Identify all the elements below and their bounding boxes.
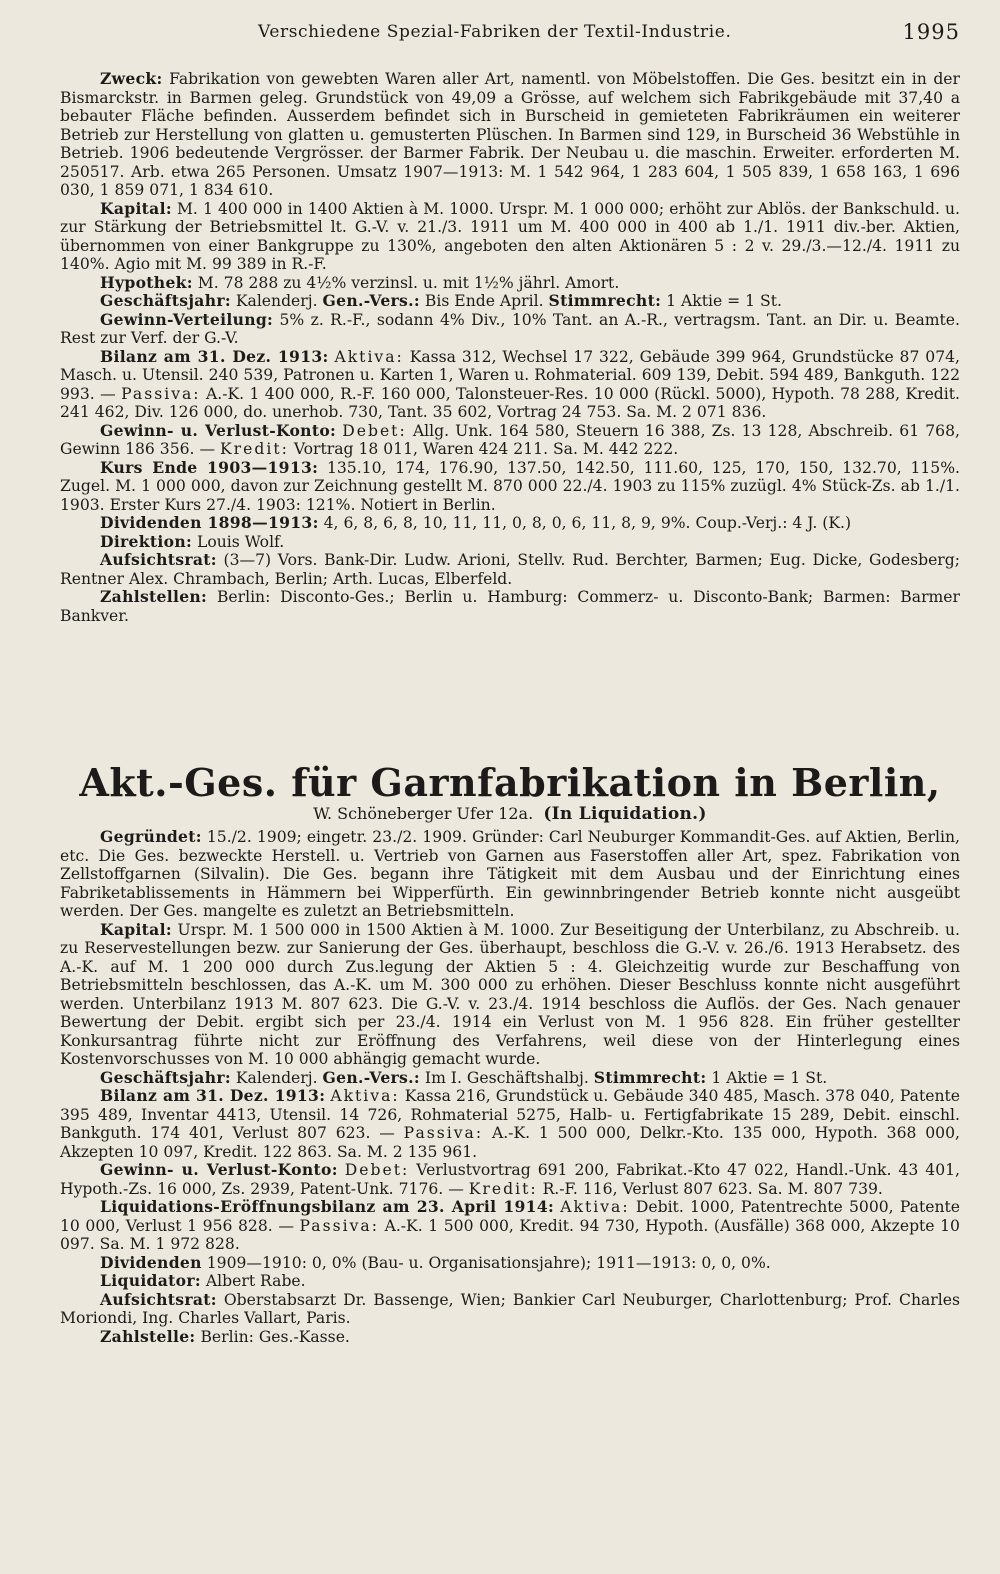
- bilanz-label: Bilanz am 31. Dez. 1913:: [100, 346, 329, 366]
- gewinnverteilung-label: Gewinn-Verteilung:: [100, 309, 274, 329]
- debet-label: Debet:: [342, 421, 407, 440]
- aufsichtsrat-text: (3—7) Vors. Bank-Dir. Ludw. Arioni, Stellv. Rud. Berchter, Barmen; Eug. Dicke, Godesberg; Rentner Alex. Chrambach, Berlin; Arth. Lucas, Elberfeld.: [60, 551, 960, 588]
- aufsichtsrat-label: Aufsichtsrat:: [100, 550, 217, 569]
- geschaeftsjahr-text: Kalenderj.: [235, 292, 318, 310]
- bilanz-passiva: A.-K. 1 400 000, R.-F. 160 000, Talonsteuer-Res. 10 000 (Rückl. 5000), Hypoth. 78 288, Kredit. 241 462, Div. 126 000, do. unerhob. 730, Tant. 35 602, Vortrag 24 753. Sa. M. 2 071 836.: [60, 384, 960, 421]
- stimmrecht-text: 1 Aktie = 1 St.: [666, 292, 782, 310]
- kapital-paragraph: [60, 921, 960, 1069]
- debet-label: Debet:: [344, 1161, 410, 1179]
- liq-aktiva-label: Aktiva:: [560, 1198, 630, 1216]
- genvers-text: Im I. Geschäftshalbj.: [424, 1068, 589, 1087]
- geschaeftsjahr-text: Kalenderj.: [235, 1068, 318, 1087]
- kapital-label: Kapital:: [100, 919, 172, 939]
- running-head: [60, 18, 960, 48]
- hypothek-label: Hypothek:: [100, 272, 193, 292]
- zahlstellen-paragraph: [60, 588, 960, 625]
- zweck-paragraph: [60, 70, 960, 200]
- hypothek-paragraph: [60, 274, 960, 293]
- liq-passiva-label: Passiva:: [299, 1216, 379, 1235]
- dividenden-text: 1909—1910: 0, 0% (Bau- u. Organisationsjahre); 1911—1913: 0, 0, 0%.: [206, 1253, 771, 1272]
- kapital-paragraph: [60, 200, 960, 274]
- zahlstelle-paragraph: [60, 1328, 960, 1347]
- running-title: Verschiedene Spezial-Fabriken der Textil-Industrie.: [258, 22, 732, 42]
- dividenden-paragraph: [60, 1254, 960, 1273]
- bilanz-paragraph: [60, 348, 960, 422]
- liquidator-label: Liquidator:: [100, 1271, 201, 1290]
- dividenden-paragraph: [60, 514, 960, 533]
- kredit-label: Kredit:: [468, 1179, 538, 1198]
- aufsichtsrat-paragraph: [60, 551, 960, 588]
- stimmrecht-label: Stimmrecht:: [593, 1067, 707, 1087]
- guv-debet: Allg. Unk. 164 580, Steuern 16 388, Zs. 13 128, Abschreib. 61 768, Gewinn 186 356. —: [60, 421, 960, 458]
- section-previous-company: [60, 70, 960, 625]
- zweck-label: Zweck:: [100, 69, 163, 88]
- kurs-label: Kurs Ende 1903—1913:: [100, 457, 319, 477]
- guv-kredit: Vortrag 18 011, Waren 424 211. Sa. M. 442 222.: [293, 440, 679, 458]
- aktiva-label: Aktiva:: [334, 347, 404, 366]
- bilanz-aktiva: Kassa 216, Grundstück u. Gebäude 340 485, Masch. 378 040, Patente 395 489, Inventar 4413, Utensil. 14 726, Rohmaterial 5275, Halb- u. Fertigfabrikate 15 289, Debit. einschl. Bankguth. 174 401, Verlust 807 623. —: [60, 1087, 960, 1142]
- kapital-text: M. 1 400 000 in 1400 Aktien à M. 1000. Urspr. M. 1 000 000; erhöht zur Ablös. der Bankschuld. u. zur Stärkung der Betriebsmittel lt. G.-V. v. 21./3. 1911 um M. 400 000 in 400 ab 1./1. 1911 div.-ber. Aktien, übernommen von einer Bankgruppe zu 130%, angeboten den alten Aktionären 5 : 2 v. 29./3.—12./4. 1911 zu 140%. Agio mit M. 99 389 in R.-F.: [60, 199, 960, 273]
- guv-label: Gewinn- u. Verlust-Konto:: [100, 420, 337, 440]
- aufsichtsrat-paragraph: [60, 1291, 960, 1328]
- company-address-line: [60, 804, 960, 824]
- hypothek-text: M. 78 288 zu 4½% verzinsl. u. mit 1½% jährl. Amort.: [197, 273, 620, 292]
- geschaeftsjahr-paragraph: [60, 1069, 960, 1088]
- guv-label: Gewinn- u. Verlust-Konto:: [100, 1160, 338, 1179]
- genvers-label: Gen.-Vers.:: [322, 1067, 420, 1087]
- aktiva-label: Aktiva:: [330, 1087, 400, 1105]
- geschaeftsjahr-label: Geschäftsjahr:: [100, 291, 231, 310]
- dividenden-label: Dividenden 1898—1913:: [100, 513, 319, 532]
- stimmrecht-label: Stimmrecht:: [548, 291, 662, 310]
- kurs-text: 135.10, 174, 176.90, 137.50, 142.50, 111.60, 125, 170, 150, 132.70, 115%. Zugel. M. 1 000 000, davon zur Zeichnung gestellt M. 870 000 22./4. 1903 zu 115% zuzügl. 4% Stück-Zs. ab 1./1. 1903. Erster Kurs 27./4. 1903: 121%. Notiert in Berlin.: [60, 458, 960, 514]
- guv-paragraph: [60, 1161, 960, 1198]
- geschaeftsjahr-paragraph: [60, 292, 960, 311]
- aufsichtsrat-text: Oberstabsarzt Dr. Bassenge, Wien; Bankier Carl Neuburger, Charlottenburg; Prof. Charles Moriondi, Ing. Charles Vallart, Paris.: [60, 1290, 960, 1327]
- kapital-label: Kapital:: [100, 198, 172, 218]
- liquidation-status: (In Liquidation.): [543, 804, 707, 824]
- gewinnverteilung-text: 5% z. R.-F., sodann 4% Div., 10% Tant. an A.-R., vertragsm. Tant. an Dir. u. Beamte. Rest zur Verf. der G.-V.: [60, 310, 960, 347]
- liq-passiva: A.-K. 1 500 000, Kredit. 94 730, Hypoth. (Ausfälle) 368 000, Akzepte 10 097. Sa. M. 1 972 828.: [60, 1216, 960, 1253]
- kapital-text: Urspr. M. 1 500 000 in 1500 Aktien à M. 1000. Zur Beseitigung der Unterbilanz, zu Abschreib. u. zu Reservestellungen bezw. zur Sanierung der Ges. überhaupt, beschloss die G.-V. v. 26./6. 1913 Herabsetz. des A.-K. auf M. 1 200 000 durch Zus.legung der Aktien 5 : 4. Gleichzeitig wurde zur Beschaffung von Betriebsmitteln beschlossen, das A.-K. um M. 300 000 zu erhöhen. Dieser Beschluss konnte nicht ausgeführt werden. Unterbilanz 1913 M. 807 623. Die G.-V. v. 23./4. 1914 beschloss die Auflös. der Ges. Nach genauer Bewertung der Debit. ergibt sich per 23./4. 1914 ein Verlust von M. 1 956 828. Ein früher gestellter Konkursantrag führte nicht zur Eröffnung des Verfahrens, weil diese von der Hinterlegung eines Kostenvorschusses von M. 10 000 abhängig gemacht wurde.: [60, 920, 960, 1068]
- dividenden-label: Dividenden: [100, 1252, 202, 1272]
- bilanz-paragraph: [60, 1087, 960, 1161]
- zahlstellen-text: Berlin: Disconto-Ges.; Berlin u. Hamburg: Commerz- u. Disconto-Bank; Barmen: Barmer Bankver.: [60, 588, 960, 625]
- genvers-text: Bis Ende April.: [424, 292, 544, 310]
- genvers-label: Gen.-Vers.:: [322, 291, 420, 310]
- page-number: 1995: [902, 20, 960, 44]
- direktion-paragraph: [60, 533, 960, 552]
- passiva-label: Passiva:: [121, 384, 201, 403]
- stimmrecht-text: 1 Aktie = 1 St.: [711, 1068, 828, 1087]
- liquidation-bilanz-label: Liquidations-Eröffnungsbilanz am 23. April 1914:: [100, 1197, 555, 1216]
- zahlstellen-label: Zahlstellen:: [100, 587, 208, 606]
- kredit-label: Kredit:: [220, 440, 289, 458]
- liq-aktiva: Debit. 1000, Patentrechte 5000, Patente 10 000, Verlust 1 956 828. —: [60, 1198, 960, 1235]
- gegruendet-text: 15./2. 1909; eingetr. 23./2. 1909. Gründer: Carl Neuburger Kommandit-Ges. auf Aktien, Berlin, etc. Die Ges. bezweckte Herstell. u. Vertrieb von Garnen aus Faserstoffen aller Art, spez. Fabrikation von Zellstoffgarnen (Silvalin). Die Ges. begann ihre Tätigkeit mit dem Ausbau und der Einrichtung eines Fabriketablissements in Hämmern bei Wipperfürth. Ein gewinnbringender Betrieb konnte nicht ausgeübt werden. Der Ges. mangelte es zuletzt an Betriebsmitteln.: [60, 828, 960, 920]
- bilanz-aktiva: Kassa 312, Wechsel 17 322, Gebäude 399 964, Grundstücke 87 074, Masch. u. Utensil. 240 539, Patronen u. Karten 1, Waren u. Rohmaterial. 609 139, Debit. 594 489, Bankguth. 122 993. —: [60, 347, 960, 403]
- direktion-label: Direktion:: [100, 531, 193, 551]
- direktion-text: Louis Wolf.: [196, 532, 285, 551]
- section-garnfabrikation: [60, 828, 960, 1346]
- gegruendet-paragraph: [60, 828, 960, 921]
- guv-kredit: R.-F. 116, Verlust 807 623. Sa. M. 807 739.: [542, 1179, 883, 1198]
- zahlstelle-label: Zahlstelle:: [100, 1326, 196, 1346]
- liquidation-bilanz-paragraph: [60, 1198, 960, 1254]
- zahlstelle-text: Berlin: Ges.-Kasse.: [200, 1327, 350, 1346]
- gegruendet-label: Gegründet:: [100, 827, 202, 846]
- guv-debet: Verlustvortrag 691 200, Fabrikat.-Kto 47 022, Handl.-Unk. 43 401, Hypoth.-Zs. 16 000, Zs. 2939, Patent-Unk. 7176. —: [60, 1161, 960, 1198]
- dividenden-text: 4, 6, 8, 6, 8, 10, 11, 11, 0, 8, 0, 6, 11, 8, 9, 9%. Coup.-Verj.: 4 J. (K.): [323, 514, 852, 532]
- aufsichtsrat-label: Aufsichtsrat:: [100, 1289, 217, 1309]
- company-title: Akt.-Ges. für Garnfabrikation in Berlin,: [79, 760, 941, 805]
- passiva-label: Passiva:: [403, 1124, 484, 1142]
- bilanz-label: Bilanz am 31. Dez. 1913:: [100, 1086, 326, 1105]
- kurs-paragraph: [60, 459, 960, 515]
- liquidator-paragraph: [60, 1272, 960, 1291]
- zweck-text: Fabrikation von gewebten Waren aller Art, namentl. von Möbelstoffen. Die Ges. besitzt ein in der Bismarckstr. in Barmen geleg. Grundstück von 49,09 a Grösse, auf welchem sich Fabrikgebäude mit 37,40 a bebauter Fläche befinden. Ausserdem befindet sich in Burscheid in gemieteten Fabrikräumen ein weiterer Betrieb zur Herstellung von glatten u. gemusterten Plüschen. In Barmen sind 129, in Burscheid 36 Webstühle in Betrieb. 1906 bedeutende Vergrösser. der Barmer Fabrik. Der Neubau u. die maschin. Erweiter. erforderten M. 250517. Arb. etwa 265 Personen. Umsatz 1907—1913: M. 1 542 964, 1 283 604, 1 505 839, 1 658 163, 1 696 030, 1 859 071, 1 834 610.: [60, 70, 960, 199]
- gewinnverteilung-paragraph: [60, 311, 960, 348]
- company-address: W. Schöneberger Ufer 12a.: [313, 804, 534, 823]
- guv-paragraph: [60, 422, 960, 459]
- geschaeftsjahr-label: Geschäftsjahr:: [100, 1067, 231, 1087]
- bilanz-passiva: A.-K. 1 500 000, Delkr.-Kto. 135 000, Hypoth. 368 000, Akzepten 10 097, Kredit. 122 863. Sa. M. 2 135 961.: [60, 1124, 960, 1161]
- liquidator-text: Albert Rabe.: [205, 1272, 306, 1290]
